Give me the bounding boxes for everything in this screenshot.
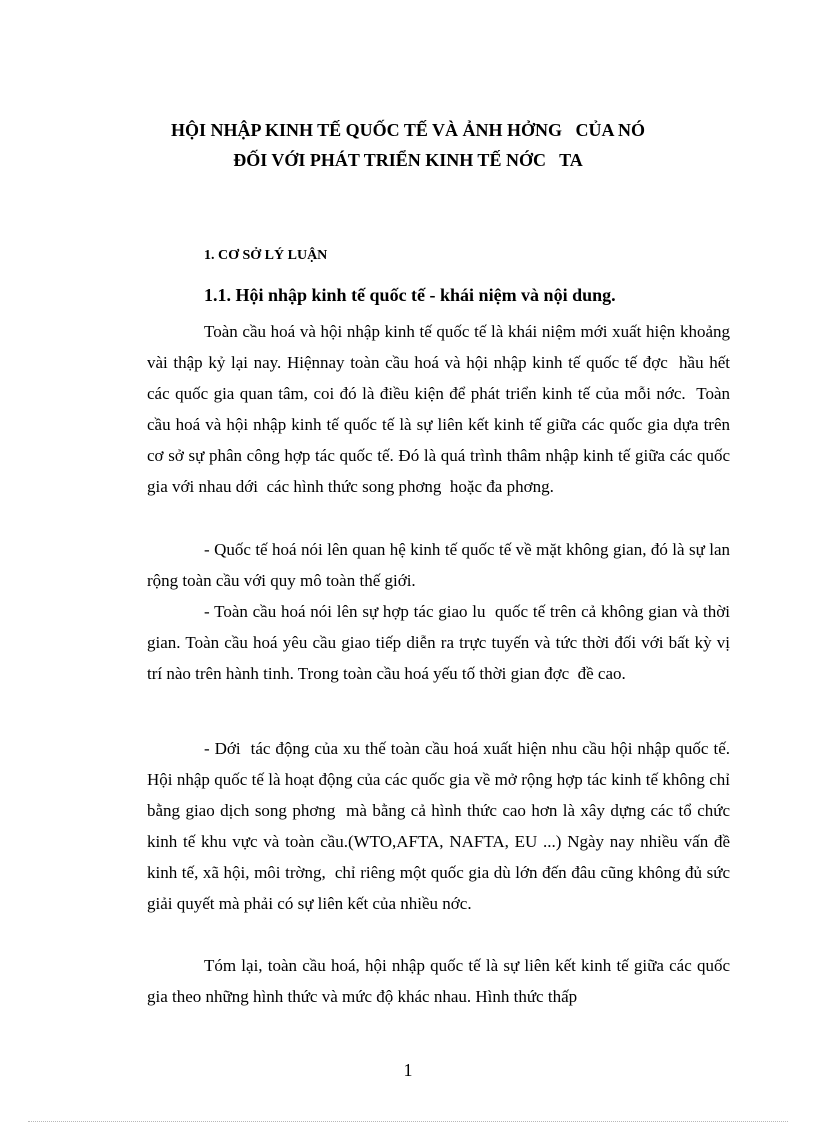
paragraph-1: Toàn cầu hoá và hội nhập kinh tế quốc tế là khái niệm mới xuất hiện khoảng vài thập kỷ lại nay. Hiệnnay toàn cầu hoá và hội nhập kinh tế quốc tế đợc hầu hết các quốc gia quan tâm, coi đó là điều kiện để phát triển kinh tế của mỗi nớc. Toàn cầu hoá và hội nhập kinh tế quốc tế là sự liên kết kinh tế giữa các quốc gia dựa trên cơ sở sự phân công hợp tác quốc tế. Đó là quá trình thâm nhập kinh tế giữa các quốc gia với nhau dới các hình thức song phơng hoặc đa phơng. xyxy=(147,322,735,496)
document-title-line-2: ĐỐI VỚI PHÁT TRIỂN KINH TẾ NỚC TA xyxy=(233,150,583,170)
page-number: 1 xyxy=(403,1060,413,1080)
document-title-line-1: HỘI NHẬP KINH TẾ QUỐC TẾ VÀ ẢNH HỞNG CỦA NÓ xyxy=(170,120,646,140)
paragraph-5: Tóm lại, toàn cầu hoá, hội nhập quốc tế là sự liên kết kinh tế giữa các quốc gia theo những hình thức và mức độ khác nhau. Hình thức thấp xyxy=(147,956,735,1006)
section-heading: 1. CƠ SỞ LÝ LUẬN xyxy=(204,248,328,263)
paragraph-2: - Quốc tế hoá nói lên quan hệ kinh tế quốc tế về mặt không gian, đó là sự lan rộng toàn cầu với quy mô toàn thế giới. xyxy=(147,540,735,590)
page-bottom-divider xyxy=(28,1121,788,1122)
sub-heading: 1.1. Hội nhập kinh tế quốc tế - khái niệm và nội dung. xyxy=(204,285,616,305)
paragraph-4: - Dới tác động của xu thế toàn cầu hoá xuất hiện nhu cầu hội nhập quốc tế. Hội nhập quốc tế là hoạt động của các quốc gia về mở rộng hợp tác kinh tế không chỉ bằng giao dịch song phơng mà bằng cả hình thức cao hơn là xây dựng các tổ chức kinh tế khu vực và toàn cầu.(WTO,AFTA, NAFTA, EU ...) Ngày nay nhiều vấn đề kinh tế, xã hội, môi trờng, chỉ riêng một quốc gia dù lớn đến đâu cũng không đủ sức giải quyết mà phải có sự liên kết của nhiều nớc. xyxy=(147,739,735,913)
paragraph-3: - Toàn cầu hoá nói lên sự hợp tác giao lu quốc tế trên cả không gian và thời gian. Toàn cầu hoá yêu cầu giao tiếp diễn ra trực tuyến và tức thời đối với bất kỳ vị trí nào trên hành tinh. Trong toàn cầu hoá yếu tố thời gian đợc đề cao. xyxy=(147,602,735,683)
